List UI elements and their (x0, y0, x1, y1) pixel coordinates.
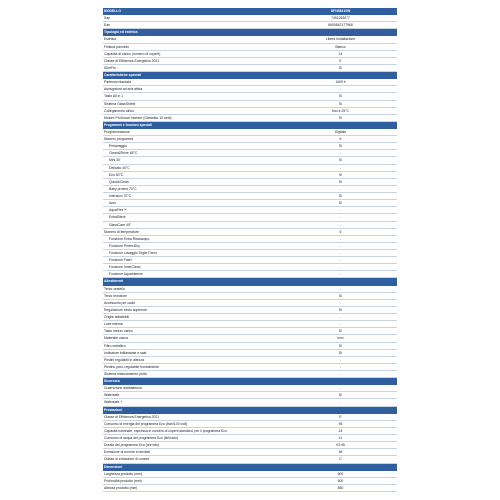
spec-value: - (339, 222, 342, 227)
spec-row (103, 229, 397, 236)
spec-label: Prestazioni (104, 407, 123, 412)
spec-label: Funzione PerfectDry (109, 243, 140, 248)
spec-value: - (339, 272, 342, 277)
spec-value: - (339, 286, 342, 291)
spec-row (103, 36, 397, 43)
spec-row (103, 449, 397, 456)
spec-label: Baby protect 70°C (109, 186, 137, 191)
spec-value: C (339, 457, 342, 462)
spec-value: Sì (338, 343, 343, 348)
section-header (103, 378, 397, 385)
spec-label: Materiale vasca (104, 336, 128, 341)
spec-value: - (339, 400, 342, 405)
spec-label: Altezza prodotto (mm) (104, 485, 138, 490)
spec-row (103, 328, 397, 335)
spec-value: - (339, 151, 342, 156)
spec-value: - (339, 372, 342, 376)
spec-value: Sì (338, 172, 343, 177)
spec-row (103, 172, 397, 179)
spec-label: Asciugatura ad aria attiva (104, 87, 143, 92)
spec-value: - (339, 236, 342, 241)
spec-row (103, 108, 397, 115)
spec-label: Delicato 40°C (109, 165, 130, 170)
spec-label: Luce interna (104, 322, 123, 327)
spec-label: Partenza ritardata (104, 80, 131, 85)
spec-label: SlimPro (104, 65, 116, 70)
spec-label: Motore ProSmart Inverter (Garantito 10 anni) (104, 115, 172, 120)
spec-label: Funzione AquaIntense (109, 272, 143, 277)
spec-label: MODELLO (104, 9, 121, 13)
spec-value: Sì (338, 115, 343, 120)
spec-label: Terzo irroratore (104, 293, 127, 298)
spec-label: Caratteristiche speciali (104, 73, 142, 78)
spec-value: - (339, 258, 342, 263)
spec-row (103, 250, 397, 257)
spec-label: Programmi e funzioni speciali (104, 122, 153, 127)
spec-label: Piedini regolabili in altezza (104, 357, 144, 362)
spec-row (103, 364, 397, 371)
spec-row (103, 300, 397, 307)
spec-row (103, 93, 397, 100)
spec-row (103, 101, 397, 108)
spec-row (103, 335, 397, 342)
spec-row (103, 150, 397, 157)
spec-value: Sì (338, 179, 343, 184)
spec-label: Classe di Efficienza Energetica 2021 (104, 414, 160, 419)
section-header (103, 278, 397, 285)
spec-row (103, 293, 397, 300)
spec-value: Sì (338, 144, 343, 149)
spec-label: Watersafe + (104, 400, 123, 405)
spec-label: Funzione Fast+ (109, 258, 133, 263)
spec-value: 14 (338, 51, 343, 56)
spec-row (103, 207, 397, 214)
spec-label: Regolazione cesto superiore (104, 307, 147, 312)
spec-label: Eco 50°C (109, 172, 124, 177)
spec-row (103, 58, 397, 65)
spec-label: Capacità di carico (numero di coperti) (104, 51, 161, 56)
spec-value: 600 (337, 471, 344, 476)
spec-value: Inox (337, 336, 344, 341)
spec-row (103, 243, 397, 250)
spec-label: Funzione Extra Risciacquo (109, 236, 150, 241)
spec-value: Sì (338, 350, 343, 355)
spec-label: GlassCare 40° (109, 222, 132, 227)
section-header (103, 29, 397, 36)
spec-row (103, 485, 397, 492)
spec-label: Sap (104, 16, 111, 21)
spec-value: E (339, 414, 342, 419)
spec-value: - (339, 251, 342, 255)
spec-value: - (339, 386, 342, 391)
spec-row (103, 271, 397, 278)
spec-value: Bianco (335, 44, 346, 49)
spec-value: - (339, 186, 342, 191)
spec-row (103, 392, 397, 399)
spec-value: - (339, 208, 342, 213)
section-header (103, 464, 397, 471)
spec-row (103, 143, 397, 150)
spec-label: Classe di emissione di rumore (104, 457, 150, 462)
spec-label: Allestimenti (104, 279, 124, 284)
spec-label: Ean (104, 23, 111, 28)
spec-value: - (339, 364, 342, 369)
spec-value: - (339, 357, 342, 362)
spec-label: Tasto mezzo carico (104, 329, 134, 334)
spec-label: Indicatore brillantante e sale (104, 350, 147, 355)
spec-label: Tipologia ed estetica (104, 30, 138, 35)
spec-value: E (339, 58, 342, 63)
spec-row (103, 179, 397, 186)
spec-row (103, 428, 397, 435)
spec-label: Estetica (104, 37, 117, 42)
spec-label: Prelavaggio (109, 144, 127, 149)
spec-value: 46 (338, 450, 343, 455)
spec-value: - (339, 322, 342, 327)
spec-row (103, 222, 397, 229)
spec-label: Griglie abbattibili (104, 315, 130, 320)
spec-row (103, 236, 397, 243)
spec-row (103, 65, 397, 72)
spec-row (103, 321, 397, 328)
spec-row (103, 414, 397, 421)
spec-value: - (339, 87, 342, 92)
spec-label: Sistema GlassShield (104, 101, 136, 106)
spec-value: Sì (338, 94, 343, 99)
spec-value: - (339, 243, 342, 248)
spec-label: Funzione Lavaggio Teglie Forno (109, 251, 158, 255)
spec-row (103, 478, 397, 485)
spec-value: Sì (338, 329, 343, 334)
spec-value: DFN38410W (330, 9, 351, 13)
spec-value: 850 (337, 485, 344, 490)
spec-label: Terzo cestello (104, 286, 125, 291)
spec-row (103, 165, 397, 172)
spec-label: Accessorio per calici (104, 300, 135, 305)
spec-label: Funzione InnerClean (109, 265, 141, 270)
spec-label: Consumo di energia del programma Eco (kwh/100 cicli) (104, 421, 188, 426)
spec-row (103, 264, 397, 271)
spec-label: Durata del programma Eco (ore:min) (104, 443, 160, 448)
section-header (103, 72, 397, 79)
spec-label: Programmazione (104, 130, 130, 134)
spec-row (103, 350, 397, 357)
spec-row (103, 136, 397, 143)
spec-label: Collegamento idrico (104, 108, 134, 113)
spec-value: 1/6/9 h (335, 80, 346, 85)
spec-value: 11 (338, 436, 343, 441)
spec-label: ExtraSilent (109, 215, 126, 220)
section-header (103, 122, 397, 129)
spec-row (103, 385, 397, 392)
spec-value: Sì (338, 307, 343, 312)
spec-label: Numero programmi (104, 137, 134, 142)
spec-value: - (339, 215, 342, 220)
spec-row (103, 314, 397, 321)
spec-row (103, 186, 397, 193)
spec-label: Piedino post. regolabile frontalmente (104, 364, 160, 369)
spec-row (103, 214, 397, 221)
spec-row (103, 357, 397, 364)
spec-value: - (339, 300, 342, 305)
spec-label: Larghezza prodotto (mm) (104, 471, 143, 476)
spec-label: Dimensioni (104, 464, 123, 469)
spec-value: 600 (337, 478, 344, 483)
spec-value: Sì (338, 393, 343, 398)
spec-label: AquaFlex™ (109, 208, 127, 213)
spec-label: Profondità prodotto (mm) (104, 478, 142, 483)
spec-row (103, 86, 397, 93)
spec-label: Finitura pannello (104, 44, 130, 49)
spec-value: Libera Installazione (325, 37, 356, 42)
spec-label: Mini 30' (109, 158, 121, 163)
spec-row (103, 371, 397, 378)
spec-row (103, 157, 397, 164)
spec-value: Sì (338, 194, 343, 199)
spec-value: 6 (339, 137, 342, 142)
spec-row (103, 286, 397, 293)
spec-row (103, 399, 397, 406)
spec-row (103, 193, 397, 200)
spec-value: 7451263077 (331, 16, 350, 21)
spec-value: Sì (338, 65, 343, 70)
spec-table (103, 8, 397, 492)
spec-value: - (339, 265, 342, 270)
spec-row (103, 15, 397, 22)
spec-label: Watersafe (104, 393, 120, 398)
spec-row (103, 456, 397, 463)
spec-row (103, 307, 397, 314)
spec-label: Sicurezza (104, 379, 120, 384)
spec-label: Tasto All in 1 (104, 94, 124, 99)
spec-value: 95 (338, 421, 343, 426)
spec-value: Sì (338, 158, 343, 163)
spec-label: Classe di Efficienza Energetica 2021 (104, 58, 160, 63)
spec-row (103, 442, 397, 449)
spec-value: 03:45 (336, 443, 345, 448)
spec-value: 6 (339, 229, 342, 234)
spec-label: Intensivo 70°C (109, 194, 132, 199)
spec-value: Sì (338, 101, 343, 106)
spec-row (103, 421, 397, 428)
spec-row (103, 343, 397, 350)
spec-value: Sì (338, 201, 343, 206)
spec-label: Auto (109, 201, 116, 206)
spec-row (103, 129, 397, 136)
spec-label: Consumo di acqua del programma Eco (litri/ciclo) (104, 436, 179, 441)
spec-row (103, 51, 397, 58)
spec-value: Digitale (334, 130, 347, 134)
spec-label: Guarnizione antibatterica (104, 386, 142, 391)
spec-row (103, 44, 397, 51)
spec-value: Sì (338, 293, 343, 298)
spec-label: Emissione di rumore in decibel (104, 450, 151, 455)
spec-value: fino a 25°C (332, 108, 349, 113)
spec-label: Filtro metallico (104, 343, 126, 348)
spec-row (103, 435, 397, 442)
spec-row (103, 200, 397, 207)
spec-value: 8690842177968 (328, 23, 353, 28)
spec-label: Sistema bilanciamento porta (104, 372, 147, 376)
section-header (103, 407, 397, 414)
spec-row (103, 471, 397, 478)
spec-value: - (339, 165, 342, 170)
spec-value: - (339, 315, 342, 320)
section-header (103, 8, 397, 15)
spec-label: Capacità nominale, espressa in numero di coperti standard, per il programma Eco (104, 428, 227, 433)
spec-row (103, 257, 397, 264)
spec-row (103, 79, 397, 86)
spec-label: Quick&Clean (109, 179, 129, 184)
spec-value: 14 (338, 428, 343, 433)
spec-row (103, 115, 397, 122)
spec-label: Numero di temperature (104, 229, 139, 234)
spec-row (103, 22, 397, 29)
spec-label: Clean&Shine 65°C (109, 151, 138, 156)
